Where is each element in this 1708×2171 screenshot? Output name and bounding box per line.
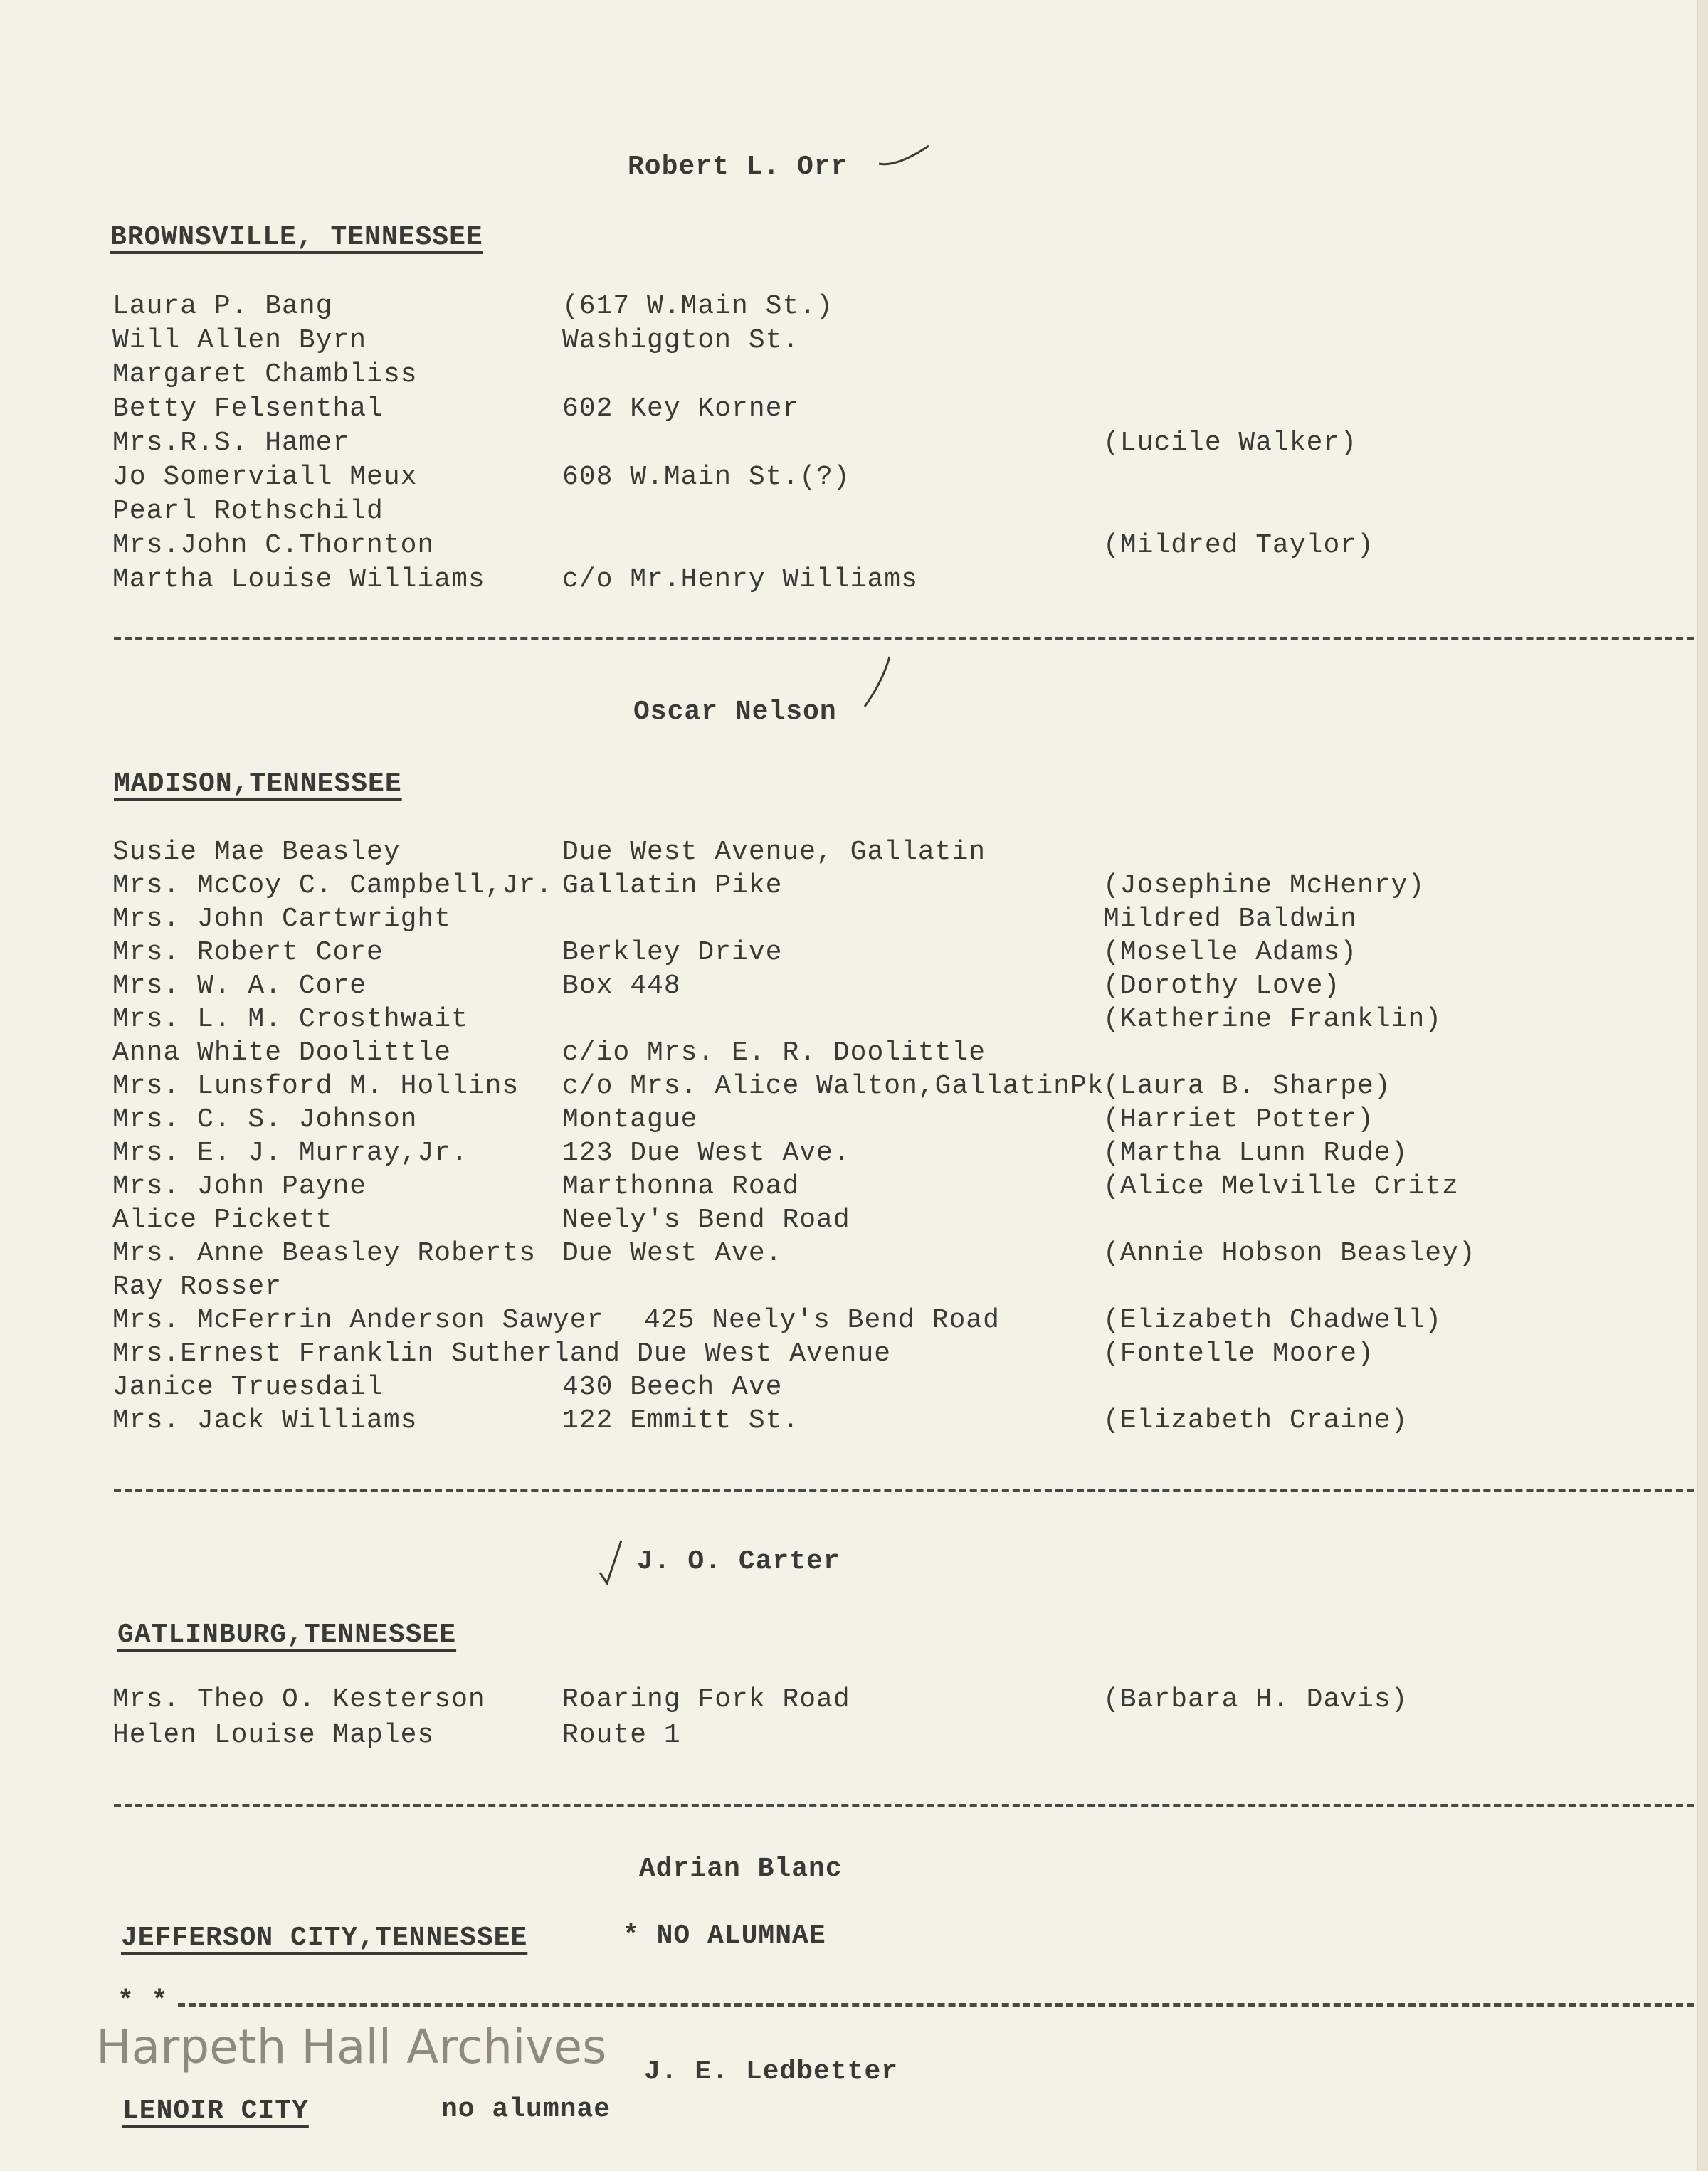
- agent-name: Robert L. Orr: [628, 152, 848, 182]
- alumna-address: 608 W.Main St.(?): [562, 462, 850, 492]
- list-item: [0, 903, 1708, 936]
- alumna-name: Margaret Chambliss: [112, 359, 418, 390]
- alumna-name: Anna White Doolittle: [112, 1037, 452, 1068]
- alumna-name: Alice Pickett: [112, 1205, 333, 1235]
- list-item: [0, 1271, 1708, 1304]
- list-item: [0, 1070, 1708, 1103]
- alumna-address: Montague: [562, 1104, 698, 1135]
- alumna-name: Betty Felsenthal: [112, 393, 384, 424]
- alumna-address: (617 W.Main St.): [562, 291, 833, 322]
- list-item: [0, 495, 1708, 528]
- alumna-maiden-name: (Fontelle Moore): [1103, 1338, 1374, 1369]
- alumna-name: Mrs.Ernest Franklin Sutherland: [112, 1338, 621, 1369]
- section-divider: [114, 1489, 1694, 1492]
- section-divider: [114, 637, 1694, 640]
- alumna-name: Mrs. Jack Williams: [112, 1405, 418, 1436]
- alumna-maiden-name: (Alice Melville Critz: [1103, 1171, 1459, 1202]
- alumna-name: Mrs. John Payne: [112, 1171, 367, 1202]
- alumna-name: Laura P. Bang: [112, 291, 333, 322]
- alumna-maiden-name: (Martha Lunn Rude): [1103, 1138, 1408, 1168]
- alumna-address: Gallatin Pike: [562, 870, 783, 901]
- check-mark-icon: [875, 139, 932, 174]
- city-heading: GATLINBURG,TENNESSEE: [117, 1620, 457, 1650]
- alumna-name: Will Allen Byrn: [112, 325, 367, 356]
- city-heading: MADISON,TENNESSEE: [114, 768, 402, 799]
- alumna-name: Ray Rosser: [112, 1272, 283, 1302]
- alumna-address: c/io Mrs. E. R. Doolittle: [562, 1037, 986, 1068]
- list-item: [0, 1719, 1708, 1752]
- alumna-name: Mrs. Lunsford M. Hollins: [112, 1071, 520, 1102]
- alumna-name: Mrs.R.S. Hamer: [112, 428, 350, 458]
- alumna-maiden-name: (Moselle Adams): [1103, 937, 1358, 968]
- alumna-maiden-name: (Lucile Walker): [1103, 428, 1358, 458]
- list-item: [0, 359, 1708, 391]
- city-heading: LENOIR CITY: [122, 2096, 309, 2126]
- alumna-name: Janice Truesdail: [112, 1372, 384, 1403]
- alumna-address: Roaring Fork Road: [562, 1684, 850, 1715]
- city-heading: BROWNSVILLE, TENNESSEE: [110, 222, 483, 253]
- alumna-name: Mrs. E. J. Murray,Jr.: [112, 1138, 468, 1168]
- alumna-name: Susie Mae Beasley: [112, 837, 401, 867]
- list-item: [0, 324, 1708, 357]
- agent-name: Adrian Blanc: [639, 1854, 843, 1884]
- list-item: [0, 1171, 1708, 1203]
- list-item: [0, 970, 1708, 1003]
- alumna-address: 425 Neely's Bend Road: [644, 1305, 1000, 1336]
- check-mark-icon: [861, 653, 897, 710]
- alumna-maiden-name: (Dorothy Love): [1103, 971, 1341, 1001]
- alumna-name: Mrs. John Cartwright: [112, 904, 452, 934]
- alumna-address: Berkley Drive: [562, 937, 783, 968]
- alumna-address: 602 Key Korner: [562, 393, 800, 424]
- alumna-maiden-name: (Barbara H. Davis): [1103, 1684, 1408, 1715]
- list-item: [0, 564, 1708, 596]
- list-item: [0, 1137, 1708, 1170]
- agent-name: Oscar Nelson: [633, 697, 837, 727]
- alumna-name: Mrs.John C.Thornton: [112, 530, 435, 561]
- list-item: [0, 936, 1708, 969]
- list-item: [0, 1405, 1708, 1437]
- alumna-address: Box 448: [562, 971, 681, 1001]
- archive-watermark: Harpeth Hall Archives: [96, 2019, 607, 2074]
- alumna-address: Washiggton St.: [562, 325, 800, 356]
- footnote-marks: * *: [117, 1986, 169, 2017]
- alumna-address: Due West Avenue, Gallatin: [562, 837, 986, 867]
- list-item: [0, 1304, 1708, 1337]
- alumna-address: c/o Mrs. Alice Walton,GallatinPk: [562, 1071, 1105, 1102]
- list-item: [0, 836, 1708, 869]
- alumna-maiden-name: (Elizabeth Craine): [1103, 1405, 1408, 1436]
- alumna-name: Mrs. McCoy C. Campbell,Jr.: [112, 870, 553, 901]
- list-item: [0, 1003, 1708, 1036]
- alumna-maiden-name: (Elizabeth Chadwell): [1103, 1305, 1443, 1336]
- alumna-name: Mrs. L. M. Crosthwait: [112, 1004, 468, 1035]
- list-item: [0, 427, 1708, 460]
- alumna-name: Mrs. McFerrin Anderson Sawyer: [112, 1305, 604, 1336]
- alumna-maiden-name: (Mildred Taylor): [1103, 530, 1374, 561]
- list-item: [0, 1104, 1708, 1136]
- alumna-maiden-name: (Josephine McHenry): [1103, 870, 1425, 901]
- alumna-address: Route 1: [562, 1720, 681, 1750]
- alumna-name: Pearl Rothschild: [112, 496, 384, 527]
- alumna-address: 430 Beech Ave: [562, 1372, 783, 1403]
- alumna-name: Mrs. W. A. Core: [112, 971, 367, 1001]
- alumna-name: Martha Louise Williams: [112, 564, 485, 595]
- alumna-maiden-name: (Katherine Franklin): [1103, 1004, 1443, 1035]
- list-item: [0, 870, 1708, 902]
- alumna-name: Mrs. Anne Beasley Roberts: [112, 1238, 537, 1269]
- alumna-maiden-name: (Harriet Potter): [1103, 1104, 1374, 1135]
- list-item: [0, 1684, 1708, 1716]
- alumna-address: 123 Due West Ave.: [562, 1138, 850, 1168]
- section-divider: [114, 1804, 1694, 1807]
- alumna-address: Due West Ave.: [562, 1238, 783, 1269]
- no-alumnae-note: * NO ALUMNAE: [623, 1921, 826, 1951]
- list-item: [0, 290, 1708, 323]
- agent-name: J. O. Carter: [637, 1546, 840, 1577]
- alumna-name: Mrs. Theo O. Kesterson: [112, 1684, 485, 1715]
- list-item: [0, 1037, 1708, 1069]
- list-item: [0, 1237, 1708, 1270]
- alumna-maiden-name: (Annie Hobson Beasley): [1103, 1238, 1476, 1269]
- list-item: [0, 1371, 1708, 1404]
- list-item: [0, 529, 1708, 562]
- agent-name: J. E. Ledbetter: [644, 2056, 899, 2087]
- no-alumnae-note: no alumnae: [441, 2094, 611, 2125]
- list-item: [0, 1204, 1708, 1237]
- alumna-address: Neely's Bend Road: [562, 1205, 850, 1235]
- alumna-name: Mrs. Robert Core: [112, 937, 384, 968]
- alumna-address: c/o Mr.Henry Williams: [562, 564, 918, 595]
- list-item: [0, 393, 1708, 426]
- alumna-name: Jo Somerviall Meux: [112, 462, 418, 492]
- list-item: [0, 461, 1708, 494]
- alumna-address: Marthonna Road: [562, 1171, 800, 1202]
- list-item: [0, 1338, 1708, 1370]
- section-divider: [178, 2003, 1694, 2007]
- alumna-maiden-name: Mildred Baldwin: [1103, 904, 1358, 934]
- check-mark-icon: [596, 1537, 625, 1587]
- alumna-name: Helen Louise Maples: [112, 1720, 435, 1750]
- city-heading: JEFFERSON CITY,TENNESSEE: [121, 1923, 528, 1953]
- alumna-maiden-name: (Laura B. Sharpe): [1103, 1071, 1391, 1102]
- alumna-address: 122 Emmitt St.: [562, 1405, 800, 1436]
- alumna-name: Mrs. C. S. Johnson: [112, 1104, 418, 1135]
- alumna-address: Due West Avenue: [637, 1338, 892, 1369]
